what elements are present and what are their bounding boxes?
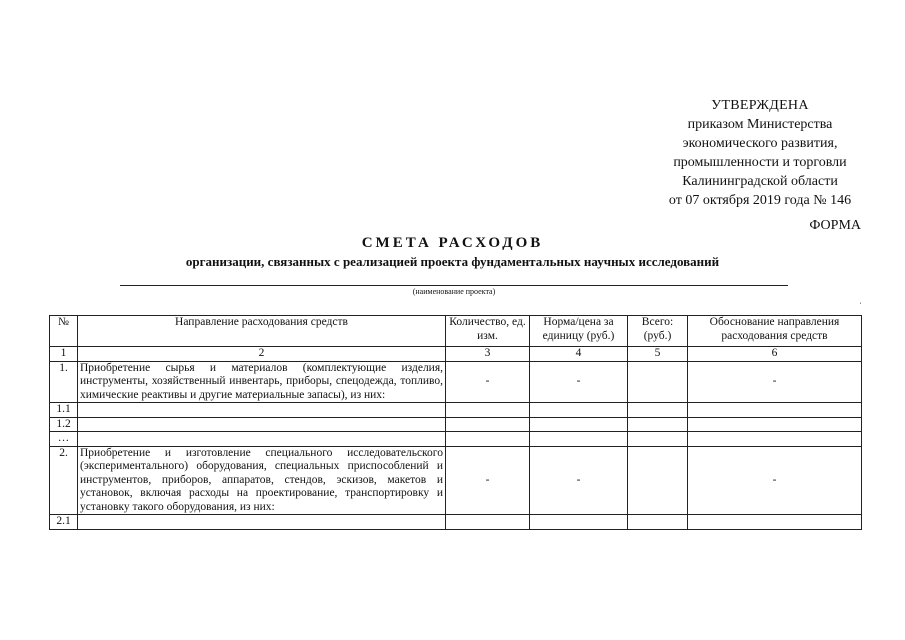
row-number: 1.1 xyxy=(50,403,78,418)
approval-line: промышленности и торговли xyxy=(673,155,847,170)
scan-mark: ˌ xyxy=(859,294,862,304)
row-direction xyxy=(78,403,446,418)
row-basis: - xyxy=(688,361,862,403)
document-title: СМЕТА РАСХОДОВ xyxy=(361,235,544,251)
row-quantity xyxy=(446,432,530,447)
column-index: 4 xyxy=(530,347,628,362)
column-index-row xyxy=(50,347,862,362)
approval-line: экономического развития, xyxy=(682,136,838,151)
row-total xyxy=(628,403,688,418)
row-quantity xyxy=(446,417,530,432)
row-number: 2. xyxy=(50,446,78,515)
expense-table xyxy=(49,315,862,530)
row-price xyxy=(530,432,628,447)
column-index: 5 xyxy=(628,347,688,362)
column-index: 2 xyxy=(78,347,446,362)
row-basis xyxy=(688,515,862,530)
row-price xyxy=(530,515,628,530)
project-name-caption: (наименование проекта) xyxy=(412,287,496,296)
header-cell-price: Норма/цена за единицу (руб.) xyxy=(530,316,628,347)
row-total xyxy=(628,361,688,403)
column-index: 6 xyxy=(688,347,862,362)
row-quantity xyxy=(446,403,530,418)
row-basis xyxy=(688,417,862,432)
approval-line: Калининградской области xyxy=(682,174,838,189)
row-number: 2.1 xyxy=(50,515,78,530)
row-direction xyxy=(78,515,446,530)
header-cell-num: № xyxy=(50,316,78,347)
row-price: - xyxy=(530,361,628,403)
row-total xyxy=(628,417,688,432)
approval-line: от 07 октября 2019 года № 146 xyxy=(668,193,852,208)
approval-line: приказом Министерства xyxy=(687,117,833,132)
row-price xyxy=(530,403,628,418)
row-direction: Приобретение сырья и материалов (комплектующие изделия, инструменты, хозяйственный инвентарь, приборы, спецодежда, топливо, химические реактивы и другие материальные запасы), из них: xyxy=(78,361,446,403)
row-price: - xyxy=(530,446,628,515)
table-row xyxy=(50,432,862,447)
row-basis xyxy=(688,403,862,418)
row-basis: - xyxy=(688,446,862,515)
row-total xyxy=(628,515,688,530)
header-cell-total: Всего: (руб.) xyxy=(628,316,688,347)
row-quantity xyxy=(446,515,530,530)
row-basis xyxy=(688,432,862,447)
header-cell-quantity: Количество, ед. изм. xyxy=(446,316,530,347)
header-cell-basis: Обоснование направления расходования средств xyxy=(688,316,862,347)
table-row xyxy=(50,515,862,530)
table-header-row xyxy=(50,316,862,347)
row-direction xyxy=(78,432,446,447)
row-number: … xyxy=(50,432,78,447)
approval-title: УТВЕРЖДЕНА xyxy=(711,98,809,113)
row-quantity: - xyxy=(446,361,530,403)
table-row xyxy=(50,361,862,403)
row-quantity: - xyxy=(446,446,530,515)
column-index: 1 xyxy=(50,347,78,362)
row-number: 1. xyxy=(50,361,78,403)
form-label: ФОРМА xyxy=(809,218,861,233)
approval-block xyxy=(640,96,880,210)
row-total xyxy=(628,446,688,515)
header-cell-direction: Направление расходования средств xyxy=(78,316,446,347)
table-row xyxy=(50,446,862,515)
row-number: 1.2 xyxy=(50,417,78,432)
row-price xyxy=(530,417,628,432)
table-row xyxy=(50,417,862,432)
row-total xyxy=(628,432,688,447)
row-direction xyxy=(78,417,446,432)
project-name-line xyxy=(120,285,788,286)
table-row xyxy=(50,403,862,418)
row-direction: Приобретение и изготовление специального исследовательского (экспериментального) оборудования, специальных приспособлений и инструментов, приборов, аппаратов, стендов, эскизов, макетов и установок, включая расходы на проектирование, транспортировку и установку такого оборудования, из них: xyxy=(78,446,446,515)
column-index: 3 xyxy=(446,347,530,362)
document-subtitle: организации, связанных с реализацией проекта фундаментальных научных исследований xyxy=(185,254,720,269)
